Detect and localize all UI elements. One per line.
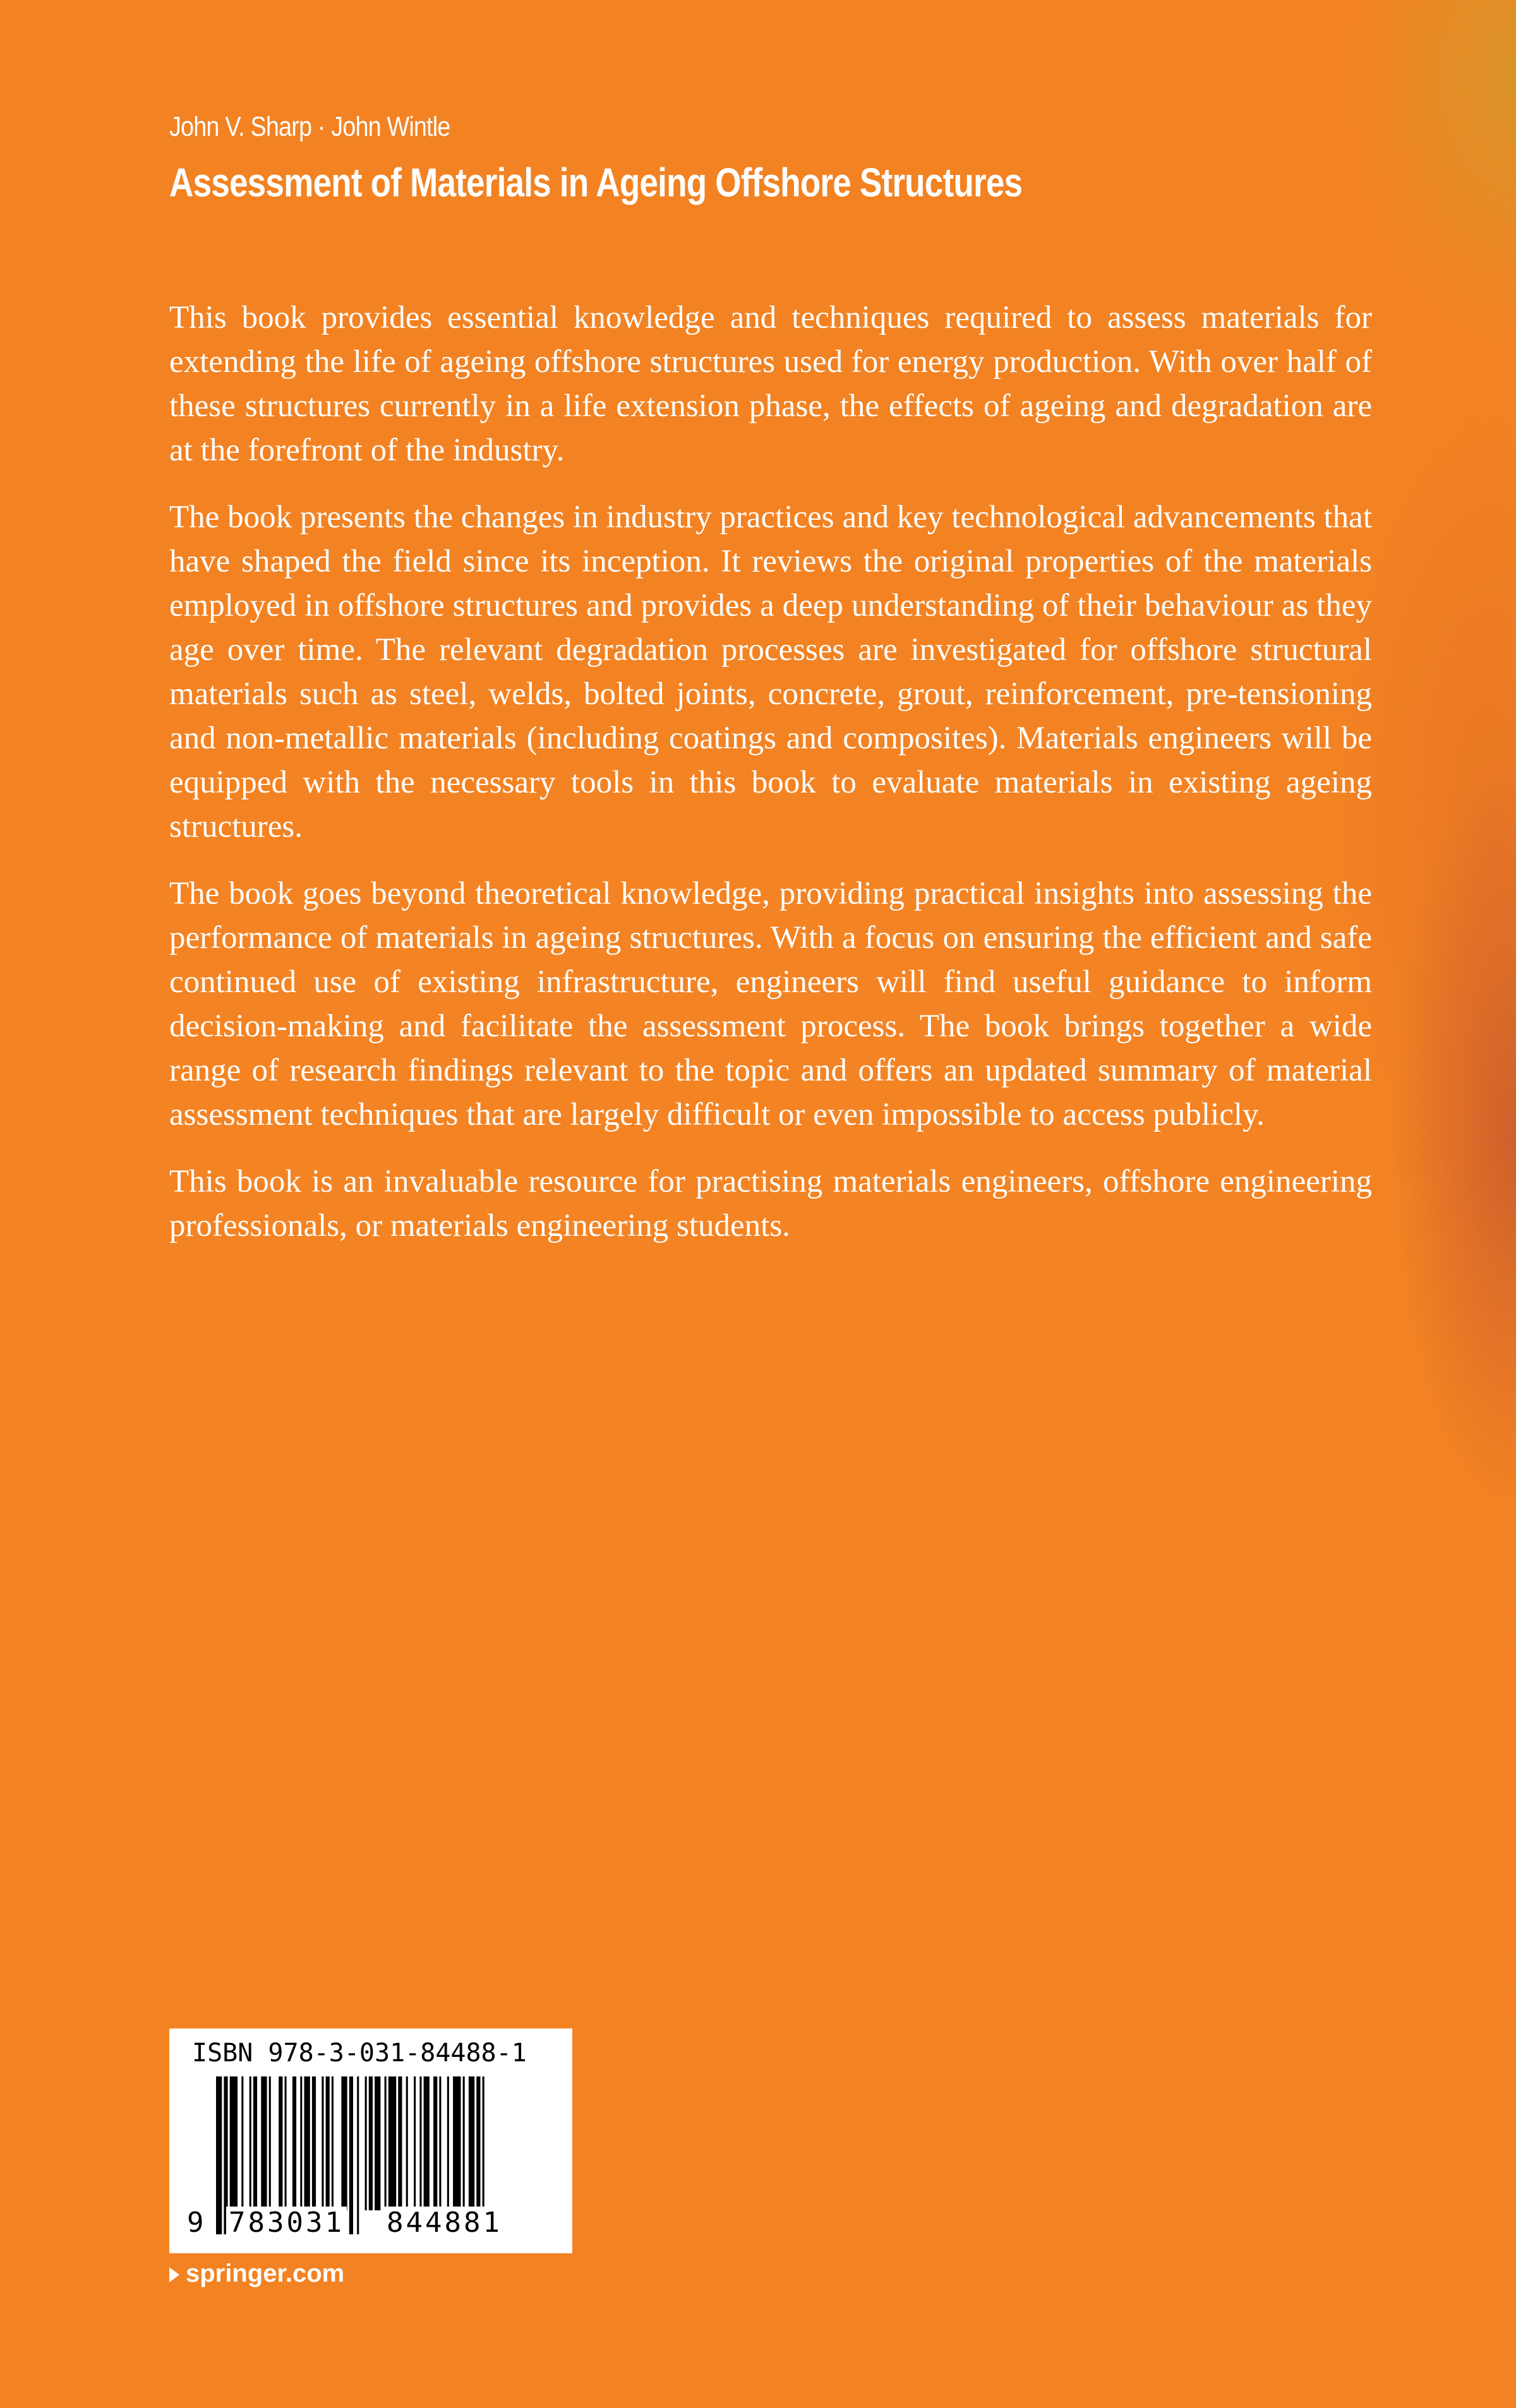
barcode-bar xyxy=(447,2076,449,2210)
authors: John V. Sharp · John Wintle xyxy=(169,111,450,142)
arrow-right-icon xyxy=(169,2267,179,2282)
blurb xyxy=(169,296,1372,1271)
barcode-bar xyxy=(469,2076,474,2210)
barcode-bar xyxy=(304,2076,310,2210)
barcode-bar xyxy=(292,2076,296,2210)
barcode-bar xyxy=(250,2076,251,2210)
barcode-bar xyxy=(230,2076,238,2210)
blurb-paragraph: This book is an invaluable resource for practising materials engineers, offshore engineering professionals, or materials engineering students. xyxy=(169,1164,1372,1243)
barcode-bar xyxy=(326,2076,330,2210)
barcode-bar xyxy=(388,2076,396,2210)
barcode-bar xyxy=(300,2076,302,2210)
book-title: Assessment of Materials in Ageing Offshore Structures xyxy=(169,160,1023,205)
barcode-bar xyxy=(453,2076,460,2210)
barcode-bar xyxy=(216,2076,222,2234)
barcode-digit-group-right: 844881 xyxy=(384,2207,505,2239)
barcode-bar xyxy=(285,2076,287,2210)
barcode-bar xyxy=(269,2076,271,2210)
barcode-bar xyxy=(385,2076,387,2210)
barcode-bar xyxy=(253,2076,257,2210)
barcode-bar xyxy=(357,2076,359,2234)
barcode-bar xyxy=(463,2076,465,2210)
barcode-bar xyxy=(312,2076,316,2210)
barcode-bar xyxy=(419,2076,421,2210)
barcode-bar xyxy=(406,2076,408,2210)
barcode-digit-group-left: 783031 xyxy=(226,2207,347,2239)
barcode-bar xyxy=(369,2076,373,2210)
barcode-bar xyxy=(414,2076,416,2210)
blurb-paragraph: The book goes beyond theoretical knowledge, providing practical insights into assessing the performance of materials in ageing structures. With a focus on ensuring the efficient and safe continued use of existing infrastructure, engineers will find useful guidance to inform decision-making and facilitate the assessment process. The book brings together a wide range of research findings relevant to the topic and offers an updated summary of material assessment techniques that are largely difficult or even impossible to access publicly. xyxy=(169,876,1372,1132)
isbn-barcode xyxy=(169,2028,572,2253)
barcode-bar xyxy=(349,2076,353,2234)
barcode-bar xyxy=(261,2076,267,2210)
barcode-bar xyxy=(375,2076,380,2210)
barcode-bar xyxy=(332,2076,334,2210)
blurb-paragraph: This book provides essential knowledge and techniques required to assess materials for extending the life of ageing offshore structures used for energy production. With over half of these structures currently in a life extension phase, the effects of ageing and degradation are at the forefront of the industry. xyxy=(169,300,1372,468)
barcode-bar xyxy=(322,2076,323,2210)
isbn-label: ISBN 978-3-031-84488-1 xyxy=(192,2039,527,2068)
publisher-url: springer.com xyxy=(186,2260,345,2287)
barcode-bar xyxy=(433,2076,437,2210)
barcode-bar xyxy=(279,2076,282,2210)
barcode-first-digit: 9 xyxy=(187,2207,204,2239)
barcode-bar xyxy=(365,2076,367,2210)
barcode-bar xyxy=(241,2076,243,2210)
blurb-paragraph: The book presents the changes in industry practices and key technological advancements that have shaped the field since its inception. It reviews the original properties of the materials employed in offshore structures and provides a deep understanding of their behaviour as they age over time. The relevant degradation processes are investigated for offshore structural materials such as steel, welds, bolted joints, concrete, grout, reinforcement, pre-tensioning and non-metallic materials (including coatings and composites). Materials engineers will be equipped with the necessary tools in this book to evaluate materials in existing ageing structures. xyxy=(169,500,1372,844)
barcode-bar xyxy=(341,2076,347,2210)
barcode-bar xyxy=(439,2076,441,2210)
barcode-bar xyxy=(398,2076,402,2210)
publisher-link[interactable] xyxy=(169,2260,344,2288)
barcode-bar xyxy=(424,2076,430,2210)
